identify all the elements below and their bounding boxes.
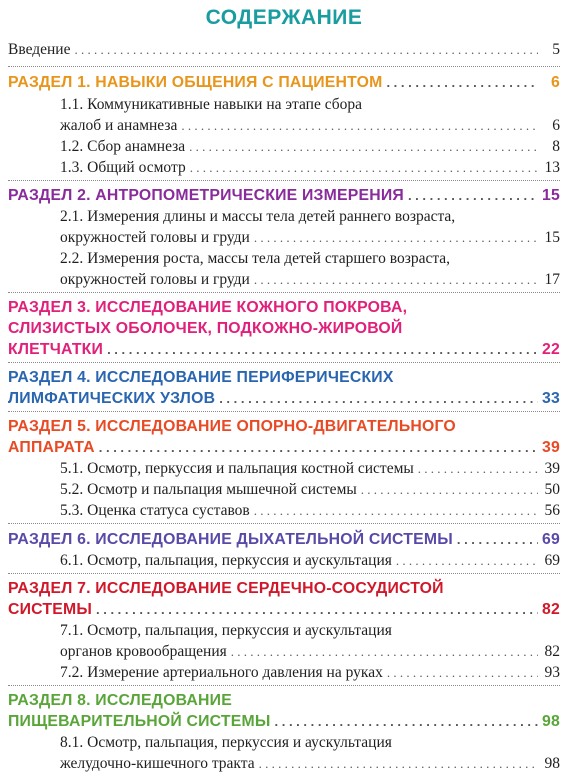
page-number: 6 [551, 74, 560, 91]
dot-leader [387, 662, 538, 683]
divider [8, 523, 560, 524]
toc-subentry-8-1[interactable] [60, 753, 560, 774]
toc-subentry-7-1[interactable] [60, 641, 560, 662]
toc-section-3[interactable] [8, 339, 560, 360]
page-number: 69 [542, 531, 560, 548]
toc-subentry-label: окружностей головы и груди [60, 229, 250, 246]
dot-leader [418, 458, 538, 479]
dot-leader [190, 157, 538, 178]
page-number: 50 [544, 481, 560, 498]
toc-section-4[interactable] [8, 388, 560, 409]
toc-section-1[interactable] [8, 72, 560, 93]
section-title: КЛЕТЧАТКИ [8, 341, 104, 358]
toc-subentry-label: 5.2. Осмотр и пальпация мышечной системы [60, 481, 357, 498]
section-title: СИСТЕМЫ [8, 601, 92, 618]
dot-leader [181, 115, 538, 136]
toc-subentry-label: 5.3. Оценка статуса суставов [60, 502, 250, 519]
dot-leader [74, 39, 538, 60]
section-title: ПИЩЕВАРИТЕЛЬНОЙ СИСТЕМЫ [8, 713, 271, 730]
page-number: 17 [544, 271, 560, 288]
toc-section-2[interactable] [8, 185, 560, 206]
dot-leader [457, 529, 538, 550]
page-number: 22 [542, 341, 560, 358]
page-number: 13 [544, 159, 560, 176]
toc-subentry-7-2[interactable] [60, 662, 560, 683]
page-number: 82 [542, 601, 560, 618]
page-number: 56 [544, 502, 560, 519]
page-number: 69 [544, 552, 560, 569]
toc-subentry-6-1[interactable] [60, 550, 560, 571]
section-title: АППАРАТА [8, 439, 95, 456]
dot-leader [107, 339, 538, 360]
page-number: 6 [552, 117, 560, 134]
toc-subentry-label: 5.1. Осмотр, перкуссия и пальпация костной системы [60, 460, 414, 477]
toc-section-7[interactable] [8, 599, 560, 620]
toc-section-5[interactable] [8, 437, 560, 458]
toc-subentry-1-3[interactable] [60, 157, 560, 178]
toc-subentry-5-3[interactable] [60, 500, 560, 521]
toc-section-8[interactable] [8, 711, 560, 732]
section-title[interactable]: СЛИЗИСТЫХ ОБОЛОЧЕК, ПОДКОЖНО-ЖИРОВОЙ [8, 320, 403, 337]
section-title[interactable]: РАЗДЕЛ 3. ИССЛЕДОВАНИЕ КОЖНОГО ПОКРОВА, [8, 299, 408, 316]
toc-subentry-5-1[interactable] [60, 458, 560, 479]
toc-subentry-label: окружностей головы и груди [60, 271, 250, 288]
section-title: РАЗДЕЛ 6. ИССЛЕДОВАНИЕ ДЫХАТЕЛЬНОЙ СИСТЕМЫ [8, 531, 453, 548]
section-title[interactable]: РАЗДЕЛ 4. ИССЛЕДОВАНИЕ ПЕРИФЕРИЧЕСКИХ [8, 369, 394, 386]
page-number: 39 [544, 460, 560, 477]
dot-leader [99, 437, 538, 458]
toc-subentry-label: желудочно-кишечного тракта [60, 755, 255, 772]
divider [8, 685, 560, 686]
toc-subentry-label[interactable]: 1.1. Коммуникативные навыки на этапе сбора [60, 96, 363, 113]
toc-subentry-label: жалоб и анамнеза [60, 117, 178, 134]
toc-subentry-label: органов кровообращения [60, 643, 227, 660]
page-number: 98 [542, 713, 560, 730]
page-number: 33 [542, 390, 560, 407]
toc-entry-intro[interactable] [8, 39, 560, 60]
dot-leader [254, 500, 538, 521]
page-title: СОДЕРЖАНИЕ [205, 6, 363, 29]
toc-subentry-1-2[interactable] [60, 136, 560, 157]
toc-subentry-2-1[interactable] [60, 227, 560, 248]
divider [8, 411, 560, 412]
page-number: 39 [542, 439, 560, 456]
toc-subentry-label[interactable]: 2.2. Измерения роста, массы тела детей старшего возраста, [60, 250, 451, 267]
dot-leader [361, 479, 538, 500]
toc-subentry-label[interactable]: 7.1. Осмотр, пальпация, перкуссия и аускультация [60, 622, 392, 639]
dot-leader [219, 388, 538, 409]
section-title: РАЗДЕЛ 1. НАВЫКИ ОБЩЕНИЯ С ПАЦИЕНТОМ [8, 74, 383, 91]
divider [8, 362, 560, 363]
dot-leader [259, 753, 538, 774]
dot-leader [254, 227, 538, 248]
divider [8, 573, 560, 574]
page-number: 15 [542, 187, 560, 204]
divider [8, 66, 560, 67]
section-title[interactable]: РАЗДЕЛ 5. ИССЛЕДОВАНИЕ ОПОРНО-ДВИГАТЕЛЬНОГО [8, 418, 456, 435]
toc-subentry-label: 1.3. Общий осмотр [60, 159, 186, 176]
toc-subentry-label: 7.2. Измерение артериального давления на руках [60, 664, 383, 681]
page-number: 8 [552, 138, 560, 155]
toc-subentry-label: 1.2. Сбор анамнеза [60, 138, 186, 155]
page-number: 5 [552, 41, 560, 58]
section-title: ЛИМФАТИЧЕСКИХ УЗЛОВ [8, 390, 216, 407]
section-title[interactable]: РАЗДЕЛ 7. ИССЛЕДОВАНИЕ СЕРДЕЧНО-СОСУДИСТОЙ [8, 580, 444, 597]
toc-section-6[interactable] [8, 529, 560, 550]
divider [8, 292, 560, 293]
dot-leader [275, 711, 538, 732]
section-title: РАЗДЕЛ 2. АНТРОПОМЕТРИЧЕСКИЕ ИЗМЕРЕНИЯ [8, 187, 404, 204]
dot-leader [396, 550, 538, 571]
dot-leader [189, 136, 538, 157]
page-number: 82 [544, 643, 560, 660]
dot-leader [386, 72, 538, 93]
dot-leader [231, 641, 538, 662]
dot-leader [254, 269, 538, 290]
toc-subentry-1-1[interactable] [60, 115, 560, 136]
dot-leader [408, 185, 538, 206]
toc-entry-label: Введение [8, 41, 71, 58]
page-number: 98 [544, 755, 560, 772]
toc-subentry-5-2[interactable] [60, 479, 560, 500]
divider [8, 180, 560, 181]
dot-leader [96, 599, 538, 620]
toc-subentry-label: 6.1. Осмотр, пальпация, перкуссия и аускультация [60, 552, 392, 569]
section-title[interactable]: РАЗДЕЛ 8. ИССЛЕДОВАНИЕ [8, 692, 232, 709]
page-number: 93 [544, 664, 560, 681]
toc-subentry-label[interactable]: 8.1. Осмотр, пальпация, перкуссия и аускультация [60, 734, 392, 751]
page-number: 15 [544, 229, 560, 246]
toc-subentry-label[interactable]: 2.1. Измерения длины и массы тела детей раннего возраста, [60, 208, 456, 225]
toc-subentry-2-2[interactable] [60, 269, 560, 290]
